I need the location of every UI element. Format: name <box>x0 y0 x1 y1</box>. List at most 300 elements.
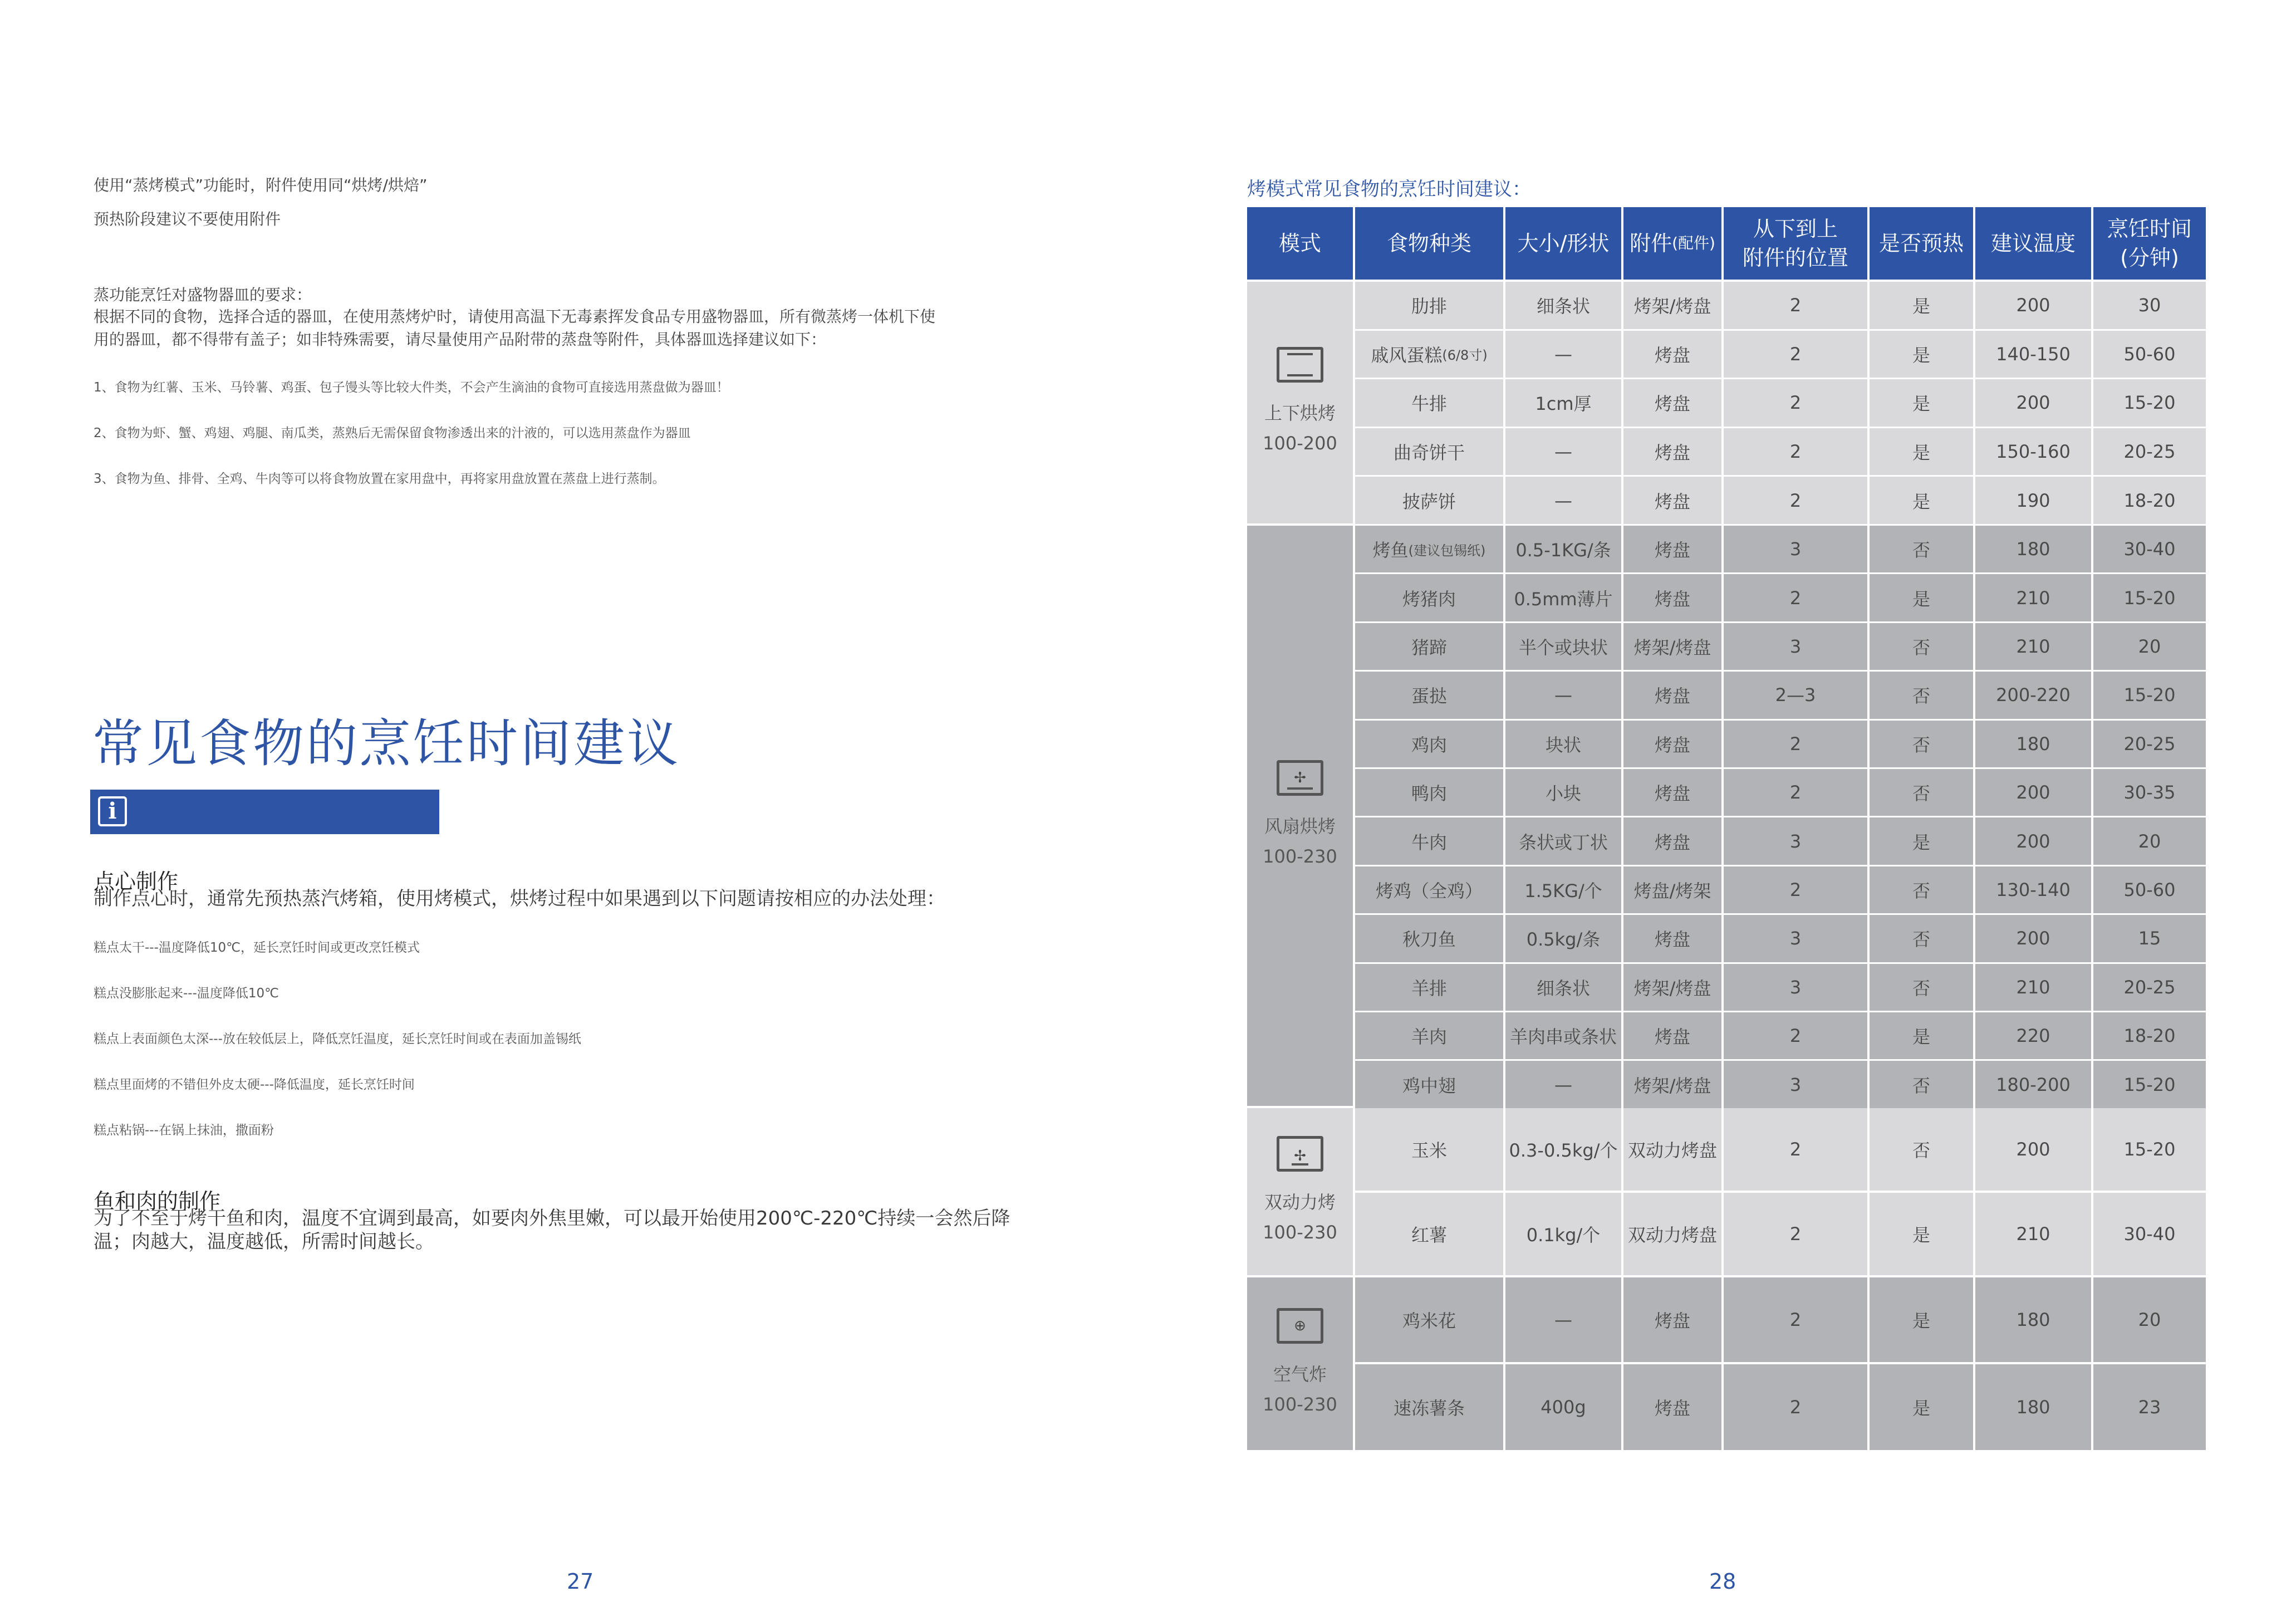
cell-time <box>2093 623 2206 670</box>
cell-temperature <box>1975 379 2091 427</box>
cell-food <box>1355 672 1503 718</box>
cell-preheat <box>1870 964 1973 1011</box>
cell-time-text: 20-25 <box>2123 976 2176 998</box>
cell-preheat-text: 否 <box>1912 685 1930 707</box>
cell-temperature-text: 180-200 <box>1996 1074 2071 1095</box>
cell-size <box>1505 477 1621 524</box>
cell-position-text: 2 <box>1789 392 1802 414</box>
cell-food-text: 羊肉 <box>1411 1026 1447 1048</box>
cell-position <box>1724 331 1867 378</box>
cell-size-text: — <box>1554 1074 1572 1095</box>
cell-temperature <box>1975 1061 2091 1108</box>
cell-temperature <box>1975 1108 2091 1191</box>
cell-accessory-text: 烤盘 <box>1654 783 1690 805</box>
cell-size-text: — <box>1554 489 1572 511</box>
cell-temperature <box>1975 623 2091 670</box>
cell-size-text: 1.5KG/个 <box>1524 880 1602 902</box>
cell-position <box>1724 282 1867 329</box>
cell-food <box>1355 282 1503 329</box>
cell-position <box>1724 1012 1867 1059</box>
cell-size <box>1505 672 1621 718</box>
cell-time-text: 15-20 <box>2123 392 2176 414</box>
header-position: 从下到上 附件的位置 <box>1724 207 1867 280</box>
pastry-title: 点心制作 <box>94 869 179 894</box>
cell-temperature <box>1975 769 2091 816</box>
cell-preheat <box>1870 1364 1973 1450</box>
cell-food-text: 秋刀鱼 <box>1402 929 1456 951</box>
cell-temperature-text: 200 <box>2016 928 2050 949</box>
cell-time-text: 15 <box>2138 928 2161 949</box>
cell-position-text: 2 <box>1789 1309 1802 1330</box>
cell-temperature-text: 210 <box>2016 1223 2050 1245</box>
cell-size-text: — <box>1554 343 1572 365</box>
cell-time-text: 20 <box>2138 830 2161 852</box>
cell-position-text: 3 <box>1789 976 1802 998</box>
cell-size-text: 0.5-1KG/条 <box>1515 540 1611 561</box>
cell-accessory <box>1623 1364 1721 1450</box>
cell-food-text: 烤鸡（全鸡） <box>1375 880 1483 902</box>
cell-accessory-text: 烤盘 <box>1654 929 1690 951</box>
cell-preheat <box>1870 721 1973 767</box>
cell-size <box>1505 282 1621 329</box>
cell-size <box>1505 1277 1621 1362</box>
cell-accessory <box>1623 574 1721 621</box>
cell-food <box>1355 574 1503 621</box>
cell-accessory <box>1623 623 1721 670</box>
cell-food <box>1355 1108 1503 1191</box>
cell-food-note: (6/8寸) <box>1442 347 1488 364</box>
cell-preheat <box>1870 1012 1973 1059</box>
cell-temperature <box>1975 1364 2091 1450</box>
cell-food-text: 红薯 <box>1411 1225 1447 1246</box>
cell-accessory-text: 烤盘 <box>1654 1398 1690 1419</box>
cell-preheat <box>1870 1193 1973 1275</box>
cell-size <box>1505 1193 1621 1275</box>
cell-position <box>1724 1061 1867 1108</box>
cell-temperature-text: 200 <box>2016 392 2050 414</box>
cell-food-text: 肋排 <box>1411 296 1447 317</box>
cell-position-text: 2—3 <box>1775 684 1816 706</box>
cell-preheat-text: 是 <box>1912 491 1930 512</box>
cell-time-text: 30-40 <box>2123 538 2176 560</box>
cell-accessory-text: 烤架/烤盘 <box>1633 296 1711 317</box>
header-temperature: 建议温度 <box>1975 207 2091 280</box>
cell-food <box>1355 915 1503 962</box>
cell-time-text: 15-20 <box>2123 587 2176 609</box>
cell-accessory <box>1623 1108 1721 1191</box>
cell-position-text: 3 <box>1789 928 1802 949</box>
cell-temperature <box>1975 428 2091 476</box>
cell-accessory-text: 烤盘/烤架 <box>1633 880 1711 902</box>
cell-preheat <box>1870 817 1973 864</box>
cell-accessory <box>1623 282 1721 329</box>
cell-preheat <box>1870 428 1973 476</box>
cell-time <box>2093 915 2206 962</box>
cell-time-text: 20 <box>2138 635 2161 657</box>
cell-position <box>1724 866 1867 913</box>
cell-preheat <box>1870 1277 1973 1362</box>
header-mode: 模式 <box>1247 207 1353 280</box>
cell-food-text: 猪蹄 <box>1411 636 1447 658</box>
cell-food-text: 羊排 <box>1411 977 1447 999</box>
cell-position-text: 2 <box>1789 1223 1802 1245</box>
cell-time <box>2093 866 2206 913</box>
attachment-note-2: 预热阶段建议不要使用附件 <box>94 210 281 228</box>
cell-food-text: 牛肉 <box>1411 831 1447 853</box>
cell-size <box>1505 526 1621 572</box>
cell-size <box>1505 1364 1621 1450</box>
cell-temperature <box>1975 817 2091 864</box>
cell-position <box>1724 1193 1867 1275</box>
cell-size-text: 0.5kg/条 <box>1526 929 1601 951</box>
cell-accessory-text: 烤盘 <box>1654 1026 1690 1048</box>
cell-temperature <box>1975 282 2091 329</box>
cell-temperature-text: 210 <box>2016 587 2050 609</box>
cell-preheat <box>1870 623 1973 670</box>
cell-food <box>1355 866 1503 913</box>
pastry-tip-5: 糕点粘锅---在锅上抹油，撒面粉 <box>94 1123 274 1138</box>
cell-food-text: 速冻薯条 <box>1393 1398 1465 1419</box>
cell-accessory-text: 烤盘 <box>1654 442 1690 464</box>
cell-food-text: 披萨饼 <box>1402 491 1456 512</box>
cell-food <box>1355 1364 1503 1450</box>
cell-time <box>2093 769 2206 816</box>
cell-temperature-text: 200 <box>2016 295 2050 316</box>
cell-food <box>1355 379 1503 427</box>
cell-position-text: 2 <box>1789 295 1802 316</box>
cell-temperature <box>1975 477 2091 524</box>
header-size: 大小/形状 <box>1505 207 1621 280</box>
cell-position <box>1724 526 1867 572</box>
cell-size-text: — <box>1554 684 1572 706</box>
dual-power-bake-icon: ✢ <box>1277 1136 1323 1172</box>
cell-preheat-text: 是 <box>1912 393 1930 415</box>
cell-temperature <box>1975 866 2091 913</box>
dish-rule-2: 2、食物为虾、蟹、鸡翅、鸡腿、南瓜类，蒸熟后无需保留食物渗透出来的汁液的，可以选用蒸盘作为器皿 <box>94 426 691 440</box>
cell-position <box>1724 769 1867 816</box>
cell-food <box>1355 964 1503 1011</box>
cell-accessory-text: 烤盘 <box>1654 685 1690 707</box>
cell-food <box>1355 1012 1503 1059</box>
cell-food-note: (建议包锡纸) <box>1408 542 1486 559</box>
cell-position-text: 3 <box>1789 1074 1802 1095</box>
cell-accessory <box>1623 672 1721 718</box>
cell-position <box>1724 574 1867 621</box>
cell-preheat-text: 否 <box>1912 1075 1930 1096</box>
cell-time-text: 18-20 <box>2123 1025 2176 1047</box>
cell-position-text: 3 <box>1789 635 1802 657</box>
cell-time-text: 15-20 <box>2123 1139 2176 1160</box>
cell-food-text: 鸡米花 <box>1402 1310 1456 1331</box>
cell-food-text: 蛋挞 <box>1411 685 1447 707</box>
table-title: 烤模式常见食物的烹饪时间建议： <box>1247 178 1531 200</box>
cell-preheat-text: 是 <box>1912 1225 1930 1246</box>
pastry-tip-1: 糕点太干---温度降低10℃，延长烹饪时间或更改烹饪模式 <box>94 941 420 955</box>
cell-position-text: 2 <box>1789 1139 1802 1160</box>
cell-time <box>2093 526 2206 572</box>
cell-size <box>1505 721 1621 767</box>
cell-food-text: 玉米 <box>1411 1140 1447 1161</box>
cell-temperature-text: 210 <box>2016 976 2050 998</box>
cell-accessory <box>1623 915 1721 962</box>
cell-time <box>2093 817 2206 864</box>
pastry-tip-4: 糕点里面烤的不错但外皮太硬---降低温度，延长烹饪时间 <box>94 1078 415 1092</box>
cell-food <box>1355 817 1503 864</box>
cell-accessory-text: 烤架/烤盘 <box>1633 636 1711 658</box>
cell-position <box>1724 379 1867 427</box>
cell-size <box>1505 1108 1621 1191</box>
cell-temperature-text: 200-220 <box>1996 684 2071 706</box>
cell-preheat-text: 否 <box>1912 977 1930 999</box>
cell-size <box>1505 574 1621 621</box>
air-fry-icon: ⊕ <box>1277 1308 1323 1344</box>
cell-position-text: 2 <box>1789 1025 1802 1047</box>
cell-time <box>2093 1364 2206 1450</box>
cell-accessory <box>1623 1277 1721 1362</box>
cell-preheat-text: 是 <box>1912 344 1930 366</box>
cell-preheat-text: 否 <box>1912 734 1930 756</box>
cell-food-text: 鸭肉 <box>1411 783 1447 805</box>
cell-preheat <box>1870 1061 1973 1108</box>
cell-food <box>1355 1193 1503 1275</box>
cell-accessory <box>1623 1193 1721 1275</box>
cell-time-text: 50-60 <box>2123 343 2176 365</box>
cell-size <box>1505 915 1621 962</box>
dish-requirements-title: 蒸功能烹饪对盛物器皿的要求： <box>94 286 312 304</box>
cell-size <box>1505 331 1621 378</box>
cell-preheat <box>1870 1108 1973 1191</box>
cell-size-text: — <box>1554 441 1572 463</box>
cell-preheat <box>1870 526 1973 572</box>
cell-preheat <box>1870 477 1973 524</box>
cell-size <box>1505 866 1621 913</box>
cell-accessory <box>1623 1061 1721 1108</box>
cell-position-text: 2 <box>1789 441 1802 463</box>
pastry-tip-3: 糕点上表面颜色太深---放在较低层上，降低烹饪温度，延长烹饪时间或在表面加盖锡纸 <box>94 1032 581 1046</box>
cell-position-text: 3 <box>1789 538 1802 560</box>
fan-bake-icon: ✢ <box>1277 760 1323 796</box>
cell-size-text: 羊肉串或条状 <box>1509 1026 1617 1048</box>
cell-position-text: 2 <box>1789 343 1802 365</box>
cell-food-text: 曲奇饼干 <box>1393 442 1465 464</box>
cell-temperature-text: 180 <box>2016 538 2050 560</box>
cell-accessory-text: 烤盘 <box>1654 393 1690 415</box>
cell-accessory-text: 烤盘 <box>1654 344 1690 366</box>
cell-position <box>1724 1108 1867 1191</box>
cell-temperature <box>1975 915 2091 962</box>
cell-accessory-text: 烤架/烤盘 <box>1633 1075 1711 1096</box>
cell-temperature <box>1975 721 2091 767</box>
cell-position-text: 2 <box>1789 733 1802 755</box>
cell-food <box>1355 477 1503 524</box>
mode-fan-bake: ✢ 风扇烘烤 100-230 <box>1247 526 1353 1106</box>
cell-size-text: 0.1kg/个 <box>1526 1225 1601 1246</box>
cell-food <box>1355 1277 1503 1362</box>
cell-time <box>2093 1193 2206 1275</box>
cell-temperature-text: 200 <box>2016 782 2050 804</box>
cell-accessory <box>1623 526 1721 572</box>
cell-time <box>2093 721 2206 767</box>
cell-temperature <box>1975 331 2091 378</box>
info-banner <box>90 790 439 834</box>
pastry-intro: 制作点心时，通常先预热蒸汽烤箱，使用烤模式，烘烤过程中如果遇到以下问题请按相应的办法处理： <box>94 888 945 910</box>
cell-preheat-text: 是 <box>1912 588 1930 610</box>
cell-position <box>1724 672 1867 718</box>
cell-preheat-text: 是 <box>1912 831 1930 853</box>
cell-accessory <box>1623 379 1721 427</box>
cell-size-text: 400g <box>1541 1397 1586 1418</box>
cell-position-text: 2 <box>1789 587 1802 609</box>
cell-temperature <box>1975 1277 2091 1362</box>
top-bottom-heat-icon <box>1277 347 1323 383</box>
cell-size-text: 半个或块状 <box>1518 636 1608 658</box>
cell-position <box>1724 477 1867 524</box>
cell-temperature <box>1975 526 2091 572</box>
page-title: 常见食物的烹饪时间建议 <box>92 714 681 773</box>
cell-food <box>1355 526 1503 572</box>
cell-accessory-text: 双动力烤盘 <box>1627 1140 1717 1161</box>
cell-position-text: 3 <box>1789 830 1802 852</box>
cell-position-text: 2 <box>1789 489 1802 511</box>
cooking-time-table <box>1247 207 2206 1450</box>
cell-time-text: 15-20 <box>2123 1074 2176 1095</box>
cell-size <box>1505 428 1621 476</box>
cell-preheat-text: 是 <box>1912 1398 1930 1419</box>
fish-meat-body-1: 为了不至于烤干鱼和肉，温度不宜调到最高，如要肉外焦里嫩，可以最开始使用200℃-220℃持续一会然后降 <box>94 1207 1010 1230</box>
cell-accessory <box>1623 331 1721 378</box>
cell-preheat-text: 否 <box>1912 880 1930 902</box>
dish-requirements-body-2: 用的器皿，都不得带有盖子；如非特殊需要，请尽量使用产品附带的蒸盘等附件，具体器皿选择建议如下： <box>94 330 827 349</box>
attachment-note-1: 使用“蒸烤模式”功能时，附件使用同“烘烤/烘焙” <box>94 176 428 194</box>
pastry-tip-2: 糕点没膨胀起来---温度降低10℃ <box>94 986 279 1001</box>
cell-temperature-text: 200 <box>2016 1139 2050 1160</box>
cell-size-text: 细条状 <box>1536 296 1590 317</box>
cell-food <box>1355 331 1503 378</box>
cell-accessory <box>1623 428 1721 476</box>
cell-preheat <box>1870 282 1973 329</box>
cell-position-text: 2 <box>1789 1397 1802 1418</box>
fish-meat-body-2: 温；肉越大，温度越低，所需时间越长。 <box>94 1231 434 1253</box>
cell-temperature <box>1975 672 2091 718</box>
cell-preheat-text: 否 <box>1912 929 1930 951</box>
cell-size-text: 1cm厚 <box>1535 393 1592 415</box>
cell-time-text: 50-60 <box>2123 879 2176 900</box>
cell-time <box>2093 477 2206 524</box>
cell-position <box>1724 623 1867 670</box>
dish-requirements-body-1: 根据不同的食物，选择合适的器皿，在使用蒸烤炉时，请使用高温下无毒素挥发食品专用盛物器皿，所有微蒸烤一体机下使 <box>94 307 936 326</box>
header-food: 食物种类 <box>1355 207 1503 280</box>
cell-size <box>1505 1012 1621 1059</box>
cell-temperature-text: 140-150 <box>1996 343 2071 365</box>
cell-size-text: — <box>1554 1309 1572 1330</box>
cell-time <box>2093 331 2206 378</box>
cell-time <box>2093 428 2206 476</box>
cell-preheat <box>1870 574 1973 621</box>
cell-food-text: 戚风蛋糕 <box>1371 344 1443 366</box>
cell-preheat <box>1870 915 1973 962</box>
cell-time-text: 23 <box>2138 1397 2161 1418</box>
cell-food <box>1355 769 1503 816</box>
cell-size <box>1505 379 1621 427</box>
cell-temperature-text: 180 <box>2016 1309 2050 1330</box>
cell-position <box>1724 915 1867 962</box>
cell-preheat-text: 否 <box>1912 783 1930 805</box>
cell-size-text: 0.5mm薄片 <box>1514 588 1613 610</box>
cell-size-text: 小块 <box>1545 783 1581 805</box>
cell-preheat-text: 否 <box>1912 540 1930 561</box>
cell-position <box>1724 964 1867 1011</box>
cell-accessory <box>1623 769 1721 816</box>
page-number-left: 27 <box>567 1569 594 1594</box>
cell-size <box>1505 817 1621 864</box>
cell-time <box>2093 672 2206 718</box>
cell-preheat-text: 是 <box>1912 1026 1930 1048</box>
cell-accessory <box>1623 477 1721 524</box>
cell-position <box>1724 1364 1867 1450</box>
info-icon: i <box>98 796 127 826</box>
cell-time <box>2093 282 2206 329</box>
cell-time <box>2093 574 2206 621</box>
cell-accessory <box>1623 721 1721 767</box>
cell-position <box>1724 428 1867 476</box>
header-preheat: 是否预热 <box>1870 207 1973 280</box>
cell-temperature <box>1975 1012 2091 1059</box>
cell-size <box>1505 623 1621 670</box>
cell-preheat <box>1870 769 1973 816</box>
cell-time <box>2093 1012 2206 1059</box>
cell-temperature <box>1975 964 2091 1011</box>
cell-position <box>1724 1277 1867 1362</box>
cell-accessory-text: 烤架/烤盘 <box>1633 977 1711 999</box>
cell-preheat <box>1870 331 1973 378</box>
cell-time <box>2093 964 2206 1011</box>
cell-size-text: 条状或丁状 <box>1518 831 1608 853</box>
cell-preheat-text: 是 <box>1912 296 1930 317</box>
cell-preheat-text: 否 <box>1912 1140 1930 1161</box>
cell-preheat <box>1870 866 1973 913</box>
header-cook-time: 烹饪时间 (分钟) <box>2093 207 2206 280</box>
mode-top-bottom: 上下烘烤 100-200 <box>1247 282 1353 523</box>
cell-food <box>1355 623 1503 670</box>
cell-size <box>1505 964 1621 1011</box>
cell-time <box>2093 379 2206 427</box>
cell-food-text: 烤猪肉 <box>1402 588 1456 610</box>
cell-temperature <box>1975 1193 2091 1275</box>
cell-accessory <box>1623 964 1721 1011</box>
cell-size-text: 细条状 <box>1536 977 1590 999</box>
cell-position <box>1724 721 1867 767</box>
cell-food <box>1355 721 1503 767</box>
cell-size-text: 块状 <box>1545 734 1581 756</box>
cell-time-text: 18-20 <box>2123 489 2176 511</box>
dish-rule-3: 3、食物为鱼、排骨、全鸡、牛肉等可以将食物放置在家用盘中，再将家用盘放置在蒸盘上进行蒸制。 <box>94 472 665 486</box>
mode-air-fry: ⊕ 空气炸 100-230 <box>1247 1277 1353 1450</box>
cell-temperature-text: 150-160 <box>1996 441 2071 463</box>
cell-time-text: 15-20 <box>2123 684 2176 706</box>
cell-temperature <box>1975 574 2091 621</box>
cell-time-text: 20-25 <box>2123 441 2176 463</box>
cell-food-text: 牛排 <box>1411 393 1447 415</box>
cell-time-text: 20-25 <box>2123 733 2176 755</box>
cell-preheat-text: 是 <box>1912 442 1930 464</box>
cell-position <box>1724 817 1867 864</box>
cell-temperature-text: 200 <box>2016 830 2050 852</box>
cell-accessory <box>1623 866 1721 913</box>
cell-time-text: 30 <box>2138 295 2161 316</box>
cell-temperature-text: 220 <box>2016 1025 2050 1047</box>
cell-size <box>1505 1061 1621 1108</box>
cell-time-text: 30-35 <box>2123 782 2176 804</box>
